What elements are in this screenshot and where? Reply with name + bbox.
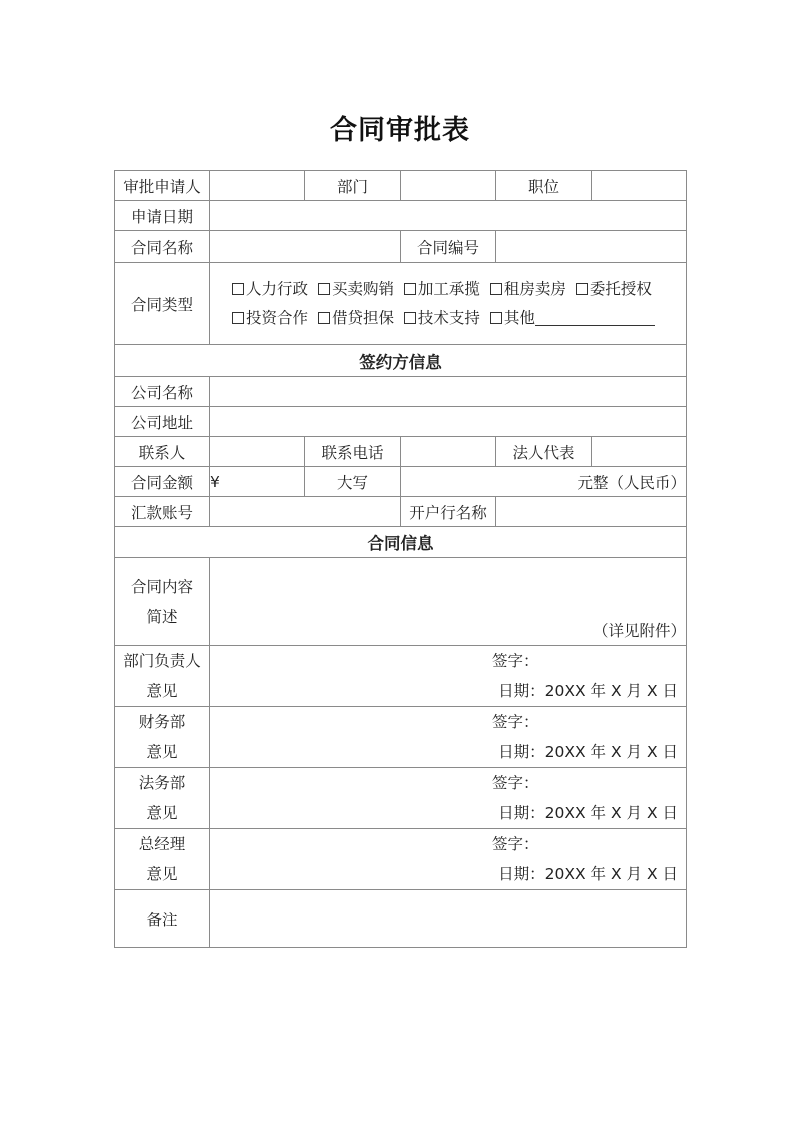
opinion-label — [115, 707, 210, 768]
department-label: 部门 — [305, 171, 401, 201]
capital-amount-suffix: 元整（人民币） — [577, 473, 686, 492]
checkbox-label: 投资合作 — [246, 308, 309, 327]
opinion-label-line-1: 总经理 — [138, 835, 186, 853]
checkbox-label: 租房卖房 — [503, 279, 566, 298]
signature-label: 签字： — [492, 835, 539, 853]
contract-info-section-heading: 合同信息 — [115, 527, 687, 558]
checkbox-option[interactable] — [318, 304, 394, 333]
contract-type-options-row-2 — [210, 304, 686, 333]
contact-label: 联系人 — [115, 437, 210, 467]
apply-date-field[interactable] — [210, 201, 687, 231]
page-title: 合同审批表 — [330, 115, 470, 146]
checkbox-option[interactable] — [404, 275, 480, 304]
signature-line — [210, 768, 686, 798]
company-address-field[interactable] — [210, 407, 687, 437]
capital-amount-field[interactable] — [401, 467, 687, 497]
account-field[interactable] — [210, 497, 401, 527]
currency-symbol: ¥ — [210, 472, 220, 491]
signatory-section-heading: 签约方信息 — [115, 345, 687, 377]
checkbox-icon[interactable] — [232, 312, 244, 324]
signatory-section-row — [115, 345, 687, 377]
signature-line — [210, 646, 686, 676]
applicant-row — [115, 171, 687, 201]
summary-row — [115, 558, 687, 646]
checkbox-option[interactable] — [318, 275, 394, 304]
signature-label: 签字： — [492, 652, 539, 670]
checkbox-label: 买卖购销 — [331, 279, 394, 298]
checkbox-icon[interactable] — [232, 283, 244, 295]
checkbox-option[interactable] — [576, 275, 652, 304]
checkbox-icon[interactable] — [576, 283, 588, 295]
signature-line — [210, 707, 686, 737]
opinion-label-line-1: 法务部 — [138, 774, 186, 792]
contract-type-options-row-1 — [210, 275, 686, 304]
opinion-label — [115, 646, 210, 707]
checkbox-label: 委托授权 — [589, 279, 652, 298]
applicant-label: 审批申请人 — [115, 171, 210, 201]
opinion-row — [115, 829, 687, 890]
remarks-label: 备注 — [115, 890, 210, 948]
approval-form-table — [114, 170, 687, 948]
amount-label: 合同金额 — [115, 467, 210, 497]
legal-rep-label: 法人代表 — [496, 437, 592, 467]
contact-field[interactable] — [210, 437, 305, 467]
bank-name-label: 开户行名称 — [401, 497, 496, 527]
date-line: 日期：20XX 年 X 月 X 日 — [498, 865, 678, 883]
checkbox-label: 借贷担保 — [331, 308, 394, 327]
position-field[interactable] — [592, 171, 687, 201]
date-line: 日期：20XX 年 X 月 X 日 — [498, 682, 678, 700]
bank-name-field[interactable] — [496, 497, 687, 527]
applicant-field[interactable] — [210, 171, 305, 201]
checkbox-label: 人力行政 — [246, 279, 309, 298]
dept-head-opinion-field[interactable] — [210, 646, 687, 707]
phone-field[interactable] — [401, 437, 496, 467]
contract-number-label: 合同编号 — [401, 231, 496, 263]
summary-label-line-1: 合同内容 — [130, 577, 193, 596]
contact-row — [115, 437, 687, 467]
attachment-note: （详见附件） — [592, 622, 686, 640]
checkbox-option[interactable] — [232, 304, 308, 333]
contract-name-label: 合同名称 — [115, 231, 210, 263]
department-field[interactable] — [401, 171, 496, 201]
checkbox-label: 加工承揽 — [417, 279, 480, 298]
checkbox-option[interactable] — [232, 275, 308, 304]
opinion-label-line-1: 财务部 — [138, 713, 186, 731]
opinion-label-line-2: 意见 — [146, 682, 178, 700]
company-address-row — [115, 407, 687, 437]
opinion-label-line-2: 意见 — [146, 743, 178, 761]
opinion-row — [115, 646, 687, 707]
contract-info-section-row — [115, 527, 687, 558]
remarks-field[interactable] — [210, 890, 687, 948]
gm-opinion-field[interactable] — [210, 829, 687, 890]
checkbox-option-other[interactable] — [490, 304, 655, 333]
checkbox-option[interactable] — [490, 275, 566, 304]
capital-amount-label: 大写 — [305, 467, 401, 497]
other-blank-line[interactable] — [535, 310, 655, 326]
account-row — [115, 497, 687, 527]
account-label: 汇款账号 — [115, 497, 210, 527]
opinion-row — [115, 768, 687, 829]
company-name-field[interactable] — [210, 377, 687, 407]
summary-field[interactable] — [210, 558, 687, 646]
date-line: 日期：20XX 年 X 月 X 日 — [498, 743, 678, 761]
summary-label-line-2: 简述 — [146, 607, 178, 626]
checkbox-label: 其他 — [503, 308, 535, 327]
company-address-label: 公司地址 — [115, 407, 210, 437]
apply-date-row — [115, 201, 687, 231]
company-name-row — [115, 377, 687, 407]
amount-row — [115, 467, 687, 497]
signature-line — [210, 829, 686, 859]
apply-date-label: 申请日期 — [115, 201, 210, 231]
company-name-label: 公司名称 — [115, 377, 210, 407]
amount-field[interactable] — [210, 467, 305, 497]
checkbox-icon[interactable] — [404, 312, 416, 324]
opinion-label — [115, 829, 210, 890]
opinion-label-line-2: 意见 — [146, 804, 178, 822]
opinion-label-line-1: 部门负责人 — [123, 652, 201, 670]
contract-number-field[interactable] — [496, 231, 687, 263]
remarks-row — [115, 890, 687, 948]
checkbox-icon[interactable] — [404, 283, 416, 295]
checkbox-icon[interactable] — [318, 312, 330, 324]
signature-label: 签字： — [492, 713, 539, 731]
summary-label — [115, 558, 210, 646]
phone-label: 联系电话 — [305, 437, 401, 467]
opinion-label-line-2: 意见 — [146, 865, 178, 883]
signature-label: 签字： — [492, 774, 539, 792]
legal-rep-field[interactable] — [592, 437, 687, 467]
checkbox-icon[interactable] — [490, 312, 502, 324]
contract-type-options — [210, 263, 687, 345]
contract-type-row — [115, 263, 687, 345]
contract-name-row — [115, 231, 687, 263]
checkbox-icon[interactable] — [490, 283, 502, 295]
contract-name-field[interactable] — [210, 231, 401, 263]
contract-type-label: 合同类型 — [115, 263, 210, 345]
finance-opinion-field[interactable] — [210, 707, 687, 768]
position-label: 职位 — [496, 171, 592, 201]
opinion-label — [115, 768, 210, 829]
date-line: 日期：20XX 年 X 月 X 日 — [498, 804, 678, 822]
legal-opinion-field[interactable] — [210, 768, 687, 829]
checkbox-icon[interactable] — [318, 283, 330, 295]
opinion-row — [115, 707, 687, 768]
checkbox-option[interactable] — [404, 304, 480, 333]
checkbox-label: 技术支持 — [417, 308, 480, 327]
